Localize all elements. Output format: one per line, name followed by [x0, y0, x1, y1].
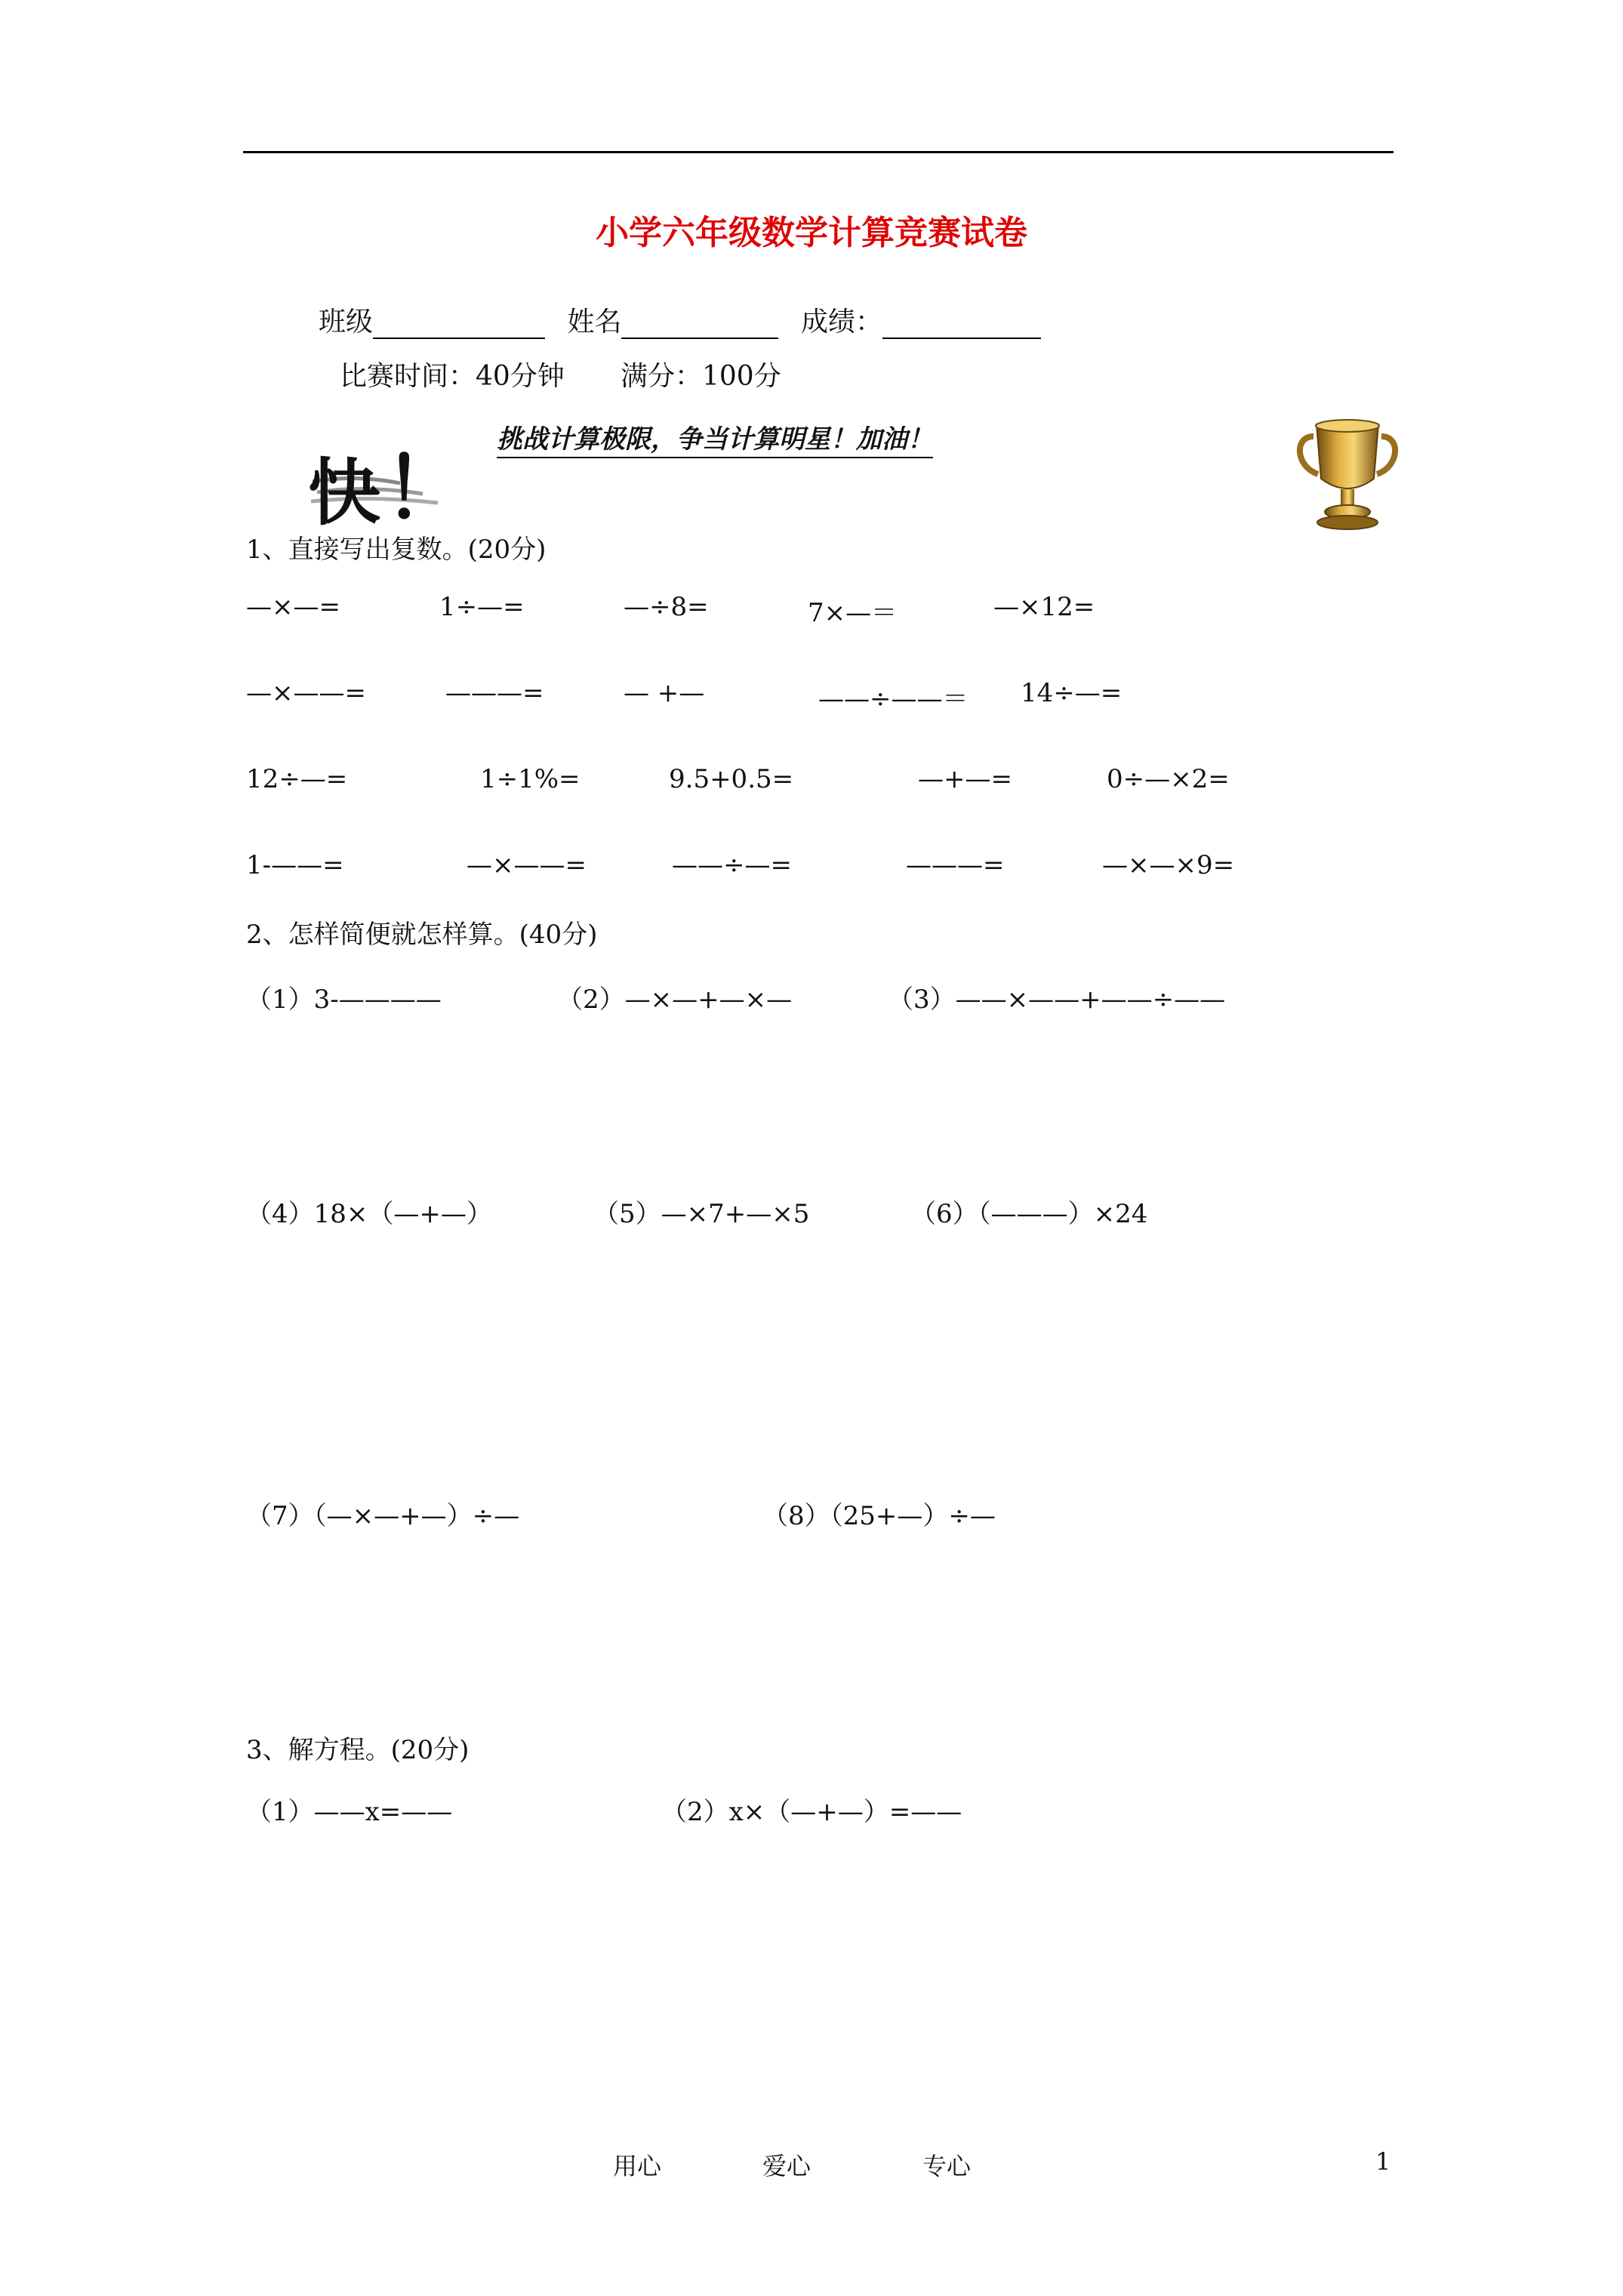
- kuai-char: 快: [308, 451, 383, 535]
- footer-word: 专心: [922, 2152, 972, 2180]
- section1-item: —×——=: [467, 850, 587, 880]
- section1-item: —×——=: [246, 678, 366, 708]
- section1-item: —×—=: [246, 592, 340, 622]
- section1-item: 14÷—=: [1021, 678, 1123, 708]
- section1-item: 1÷1%=: [480, 764, 581, 794]
- section1-item: —×—×9=: [1102, 850, 1235, 880]
- page-title: 小学六年级数学计算竞赛试卷: [596, 214, 1027, 252]
- section1-item: 9.5+0.5=: [669, 764, 794, 794]
- section2-item: （4）18×（—+—）: [246, 1199, 492, 1229]
- section3-heading: 3、解方程。(20分): [246, 1735, 470, 1765]
- section2-item: （7）（—×—+—）÷—: [246, 1501, 520, 1531]
- full-score-text: 满分：100分: [621, 361, 781, 392]
- section1-item: ———=: [906, 850, 1005, 880]
- trophy-icon: [1291, 414, 1404, 535]
- section2-item: （2）—×—+—×—: [557, 985, 793, 1015]
- section2-item: （3）——×——+——÷——: [888, 985, 1226, 1015]
- section2-item: （6）（———）×24: [910, 1199, 1148, 1229]
- section1-item: 1-——=: [246, 850, 344, 880]
- section1-item: —×12=: [993, 592, 1095, 622]
- section1-item: 7×—＝: [808, 598, 898, 628]
- section1-item: — +—: [624, 678, 705, 708]
- footer-word: 爱心: [762, 2152, 812, 2180]
- score-blank[interactable]: [882, 312, 1041, 339]
- section2-heading: 2、怎样简便就怎样算。(40分): [246, 920, 598, 950]
- name-blank[interactable]: [621, 312, 778, 339]
- score-label: 成绩：: [800, 307, 882, 337]
- section3-item: （2）x×（—+—）=——: [661, 1797, 962, 1827]
- name-label: 姓名: [567, 307, 622, 337]
- section1-item: ——÷——＝: [818, 684, 969, 714]
- kuai-mark: ！: [383, 441, 470, 538]
- kuai-logo: [308, 423, 470, 542]
- page-number: 1: [1375, 2147, 1391, 2176]
- class-blank[interactable]: [373, 312, 545, 339]
- section1-heading: 1、直接写出复数。(20分): [246, 535, 547, 565]
- section1-item: 1÷—=: [439, 592, 525, 622]
- section1-item: —+—=: [918, 764, 1012, 794]
- section1-item: ——÷—=: [672, 850, 792, 880]
- section2-item: （5）—×7+—×5: [593, 1199, 810, 1229]
- info-line: [319, 300, 1041, 339]
- section3-item: （1）——x=——: [246, 1797, 453, 1827]
- footer-word: 用心: [613, 2152, 662, 2180]
- section2-item: （1）3-————: [246, 985, 442, 1015]
- section1-item: 12÷—=: [246, 764, 348, 794]
- section1-item: ———=: [445, 678, 544, 708]
- class-label: 班级: [319, 307, 374, 337]
- section2-item: （8）（25+—）÷—: [762, 1501, 996, 1531]
- time-text: 比赛时间：40分钟: [340, 361, 565, 392]
- section1-item: —÷8=: [624, 592, 709, 622]
- slogan: 挑战计算极限，争当计算明星！加油！: [497, 418, 933, 458]
- header-rule: [243, 151, 1394, 153]
- section1-item: 0÷—×2=: [1107, 764, 1230, 794]
